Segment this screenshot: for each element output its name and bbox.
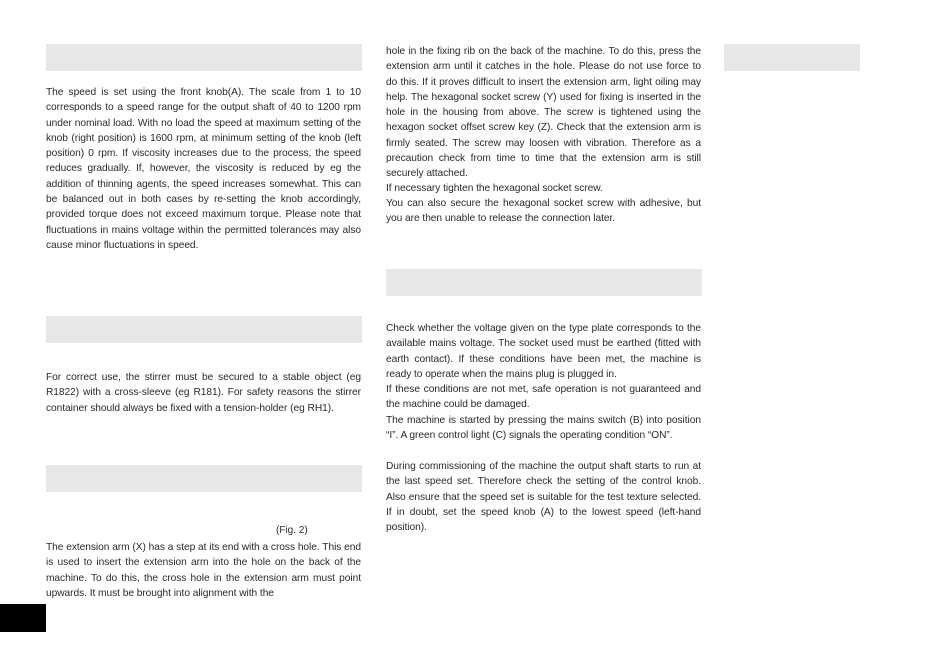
figure-reference: (Fig. 2) <box>276 525 308 536</box>
section-header-bar-extension <box>46 465 362 492</box>
page-corner-marker <box>0 604 46 632</box>
section-header-bar-column3 <box>724 44 860 71</box>
adhesive-paragraph: You can also secure the hexagonal socket screw with adhesive, but you are then unable to release the connection later. <box>386 198 701 225</box>
start-machine-paragraph: The machine is started by pressing the mains switch (B) into position “I”. A green control light (C) signals the operating condition “ON”. <box>386 415 701 442</box>
section-header-bar-speed <box>46 44 362 71</box>
extension-arm-continued-paragraph: hole in the fixing rib on the back of the machine. To do this, press the extension arm until it catches in the hole. Please do not use force to do this. If it proves difficult to insert the extension arm, light oiling may help. The hexagonal socket screw (Y) used for fixing is inserted in the hole in the housing from above. The screw is tightened using the hexagon socket offset screw key (Z). Check that the extension arm is firmly seated. The screw may loosen with vibration. Therefore as a precaution check from time to time that the extension arm is still securely attached. <box>386 46 701 180</box>
tighten-screw-paragraph: If necessary tighten the hexagonal socket screw. <box>386 183 603 194</box>
securing-paragraph: For correct use, the stirrer must be secured to a stable object (eg R1822) with a cross-sleeve (eg R181). For safety reasons the stirrer container should always be fixed with a tension-holder (eg RH1). <box>46 372 361 414</box>
voltage-check-paragraph: Check whether the voltage given on the type plate corresponds to the available mains voltage. The socket used must be earthed (fitted with earth contact). If these conditions have been met, the machine is ready to operate when the mains plug is plugged in. <box>386 323 701 380</box>
extension-arm-paragraph: The extension arm (X) has a step at its end with a cross hole. This end is used to insert the extension arm into the hole on the back of the machine. To do this, the cross hole in the extension arm must point upwards. It must be brought into alignment with the <box>46 542 361 599</box>
commissioning-paragraph: During commissioning of the machine the output shaft starts to run at the last speed set. Therefore check the setting of the control knob. Also ensure that the speed set is suitable for the test texture selected. If in doubt, set the speed knob (A) to the lowest speed (left-hand position). <box>386 461 701 534</box>
safety-conditions-paragraph: If these conditions are not met, safe operation is not guaranteed and the machine could be damaged. <box>386 384 701 411</box>
speed-paragraph: The speed is set using the front knob(A). The scale from 1 to 10 corresponds to a speed range for the output shaft of 40 to 1200 rpm under nominal load. With no load the speed at maximum setting of the knob (right position) is 1600 rpm, at minimum setting of the knob (left position) 0 rpm. If viscosity increases due to the process, the speed reduces gradually. If, however, the viscosity is reduced by eg the addition of thinning agents, the speed increases somewhat. This can be balanced out in both cases by re-setting the knob accordingly, provided torque does not exceed maximum torque. Please note that fluctuations in mains voltage within the permitted tolerances may also cause minor fluctuations in speed. <box>46 87 361 251</box>
section-header-bar-commissioning <box>386 269 702 296</box>
section-header-bar-securing <box>46 316 362 343</box>
